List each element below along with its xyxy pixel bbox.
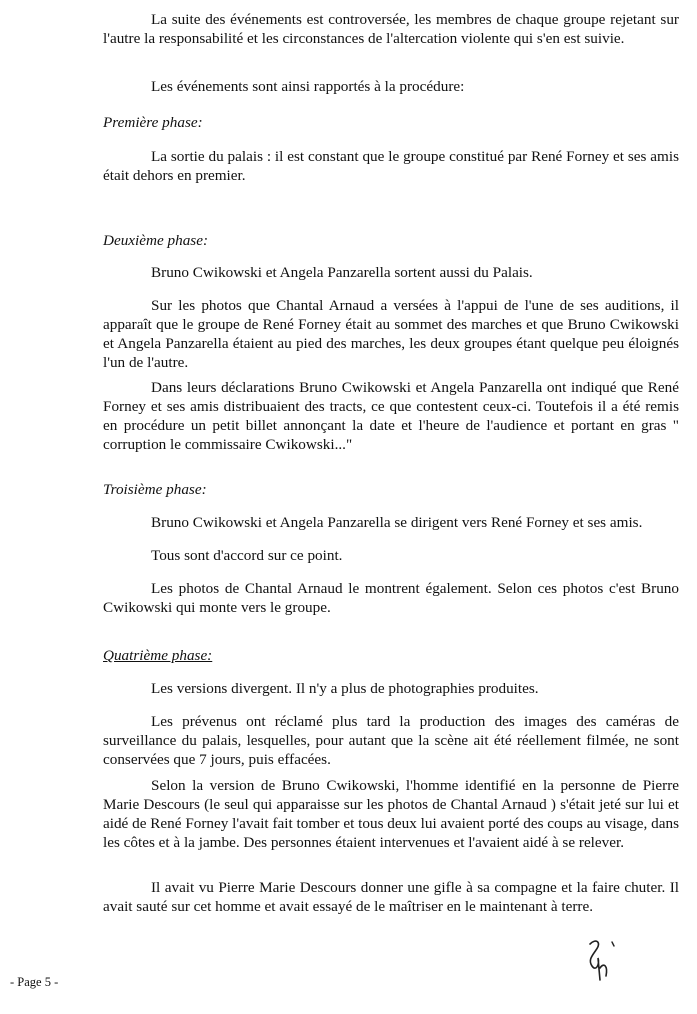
page-number: - Page 5 - bbox=[10, 975, 59, 989]
paragraph: La suite des événements est controversée, les membres de chaque groupe rejetant sur l'autre la responsabilité et les circonstances de l'altercation violente qui s'en est suivie. bbox=[103, 11, 679, 47]
initials-signature bbox=[582, 936, 622, 984]
paragraph: Selon la version de Bruno Cwikowski, l'homme identifié en la personne de Pierre Marie Descours (le seul qui apparaisse sur les photos de Chantal Arnaud ) s'était jeté sur lui et aidé de René Forney l'avait fait tomber et tous deux lui avaient porté des coups au visage, dans les côtes et à la jambe. Des personnes étaient intervenues et l'avaient aidé à se relever. bbox=[103, 777, 679, 851]
section-heading: Troisième phase: bbox=[103, 481, 207, 498]
paragraph: Dans leurs déclarations Bruno Cwikowski et Angela Panzarella ont indiqué que René Forney et ses amis distribuaient des tracts, ce que contestent ceux-ci. Toutefois il a été remis en procédure un petit billet annonçant la date et l'heure de l'audience et portant en gras " corruption le commissaire Cwikowski..." bbox=[103, 379, 679, 453]
paragraph: Il avait vu Pierre Marie Descours donner une gifle à sa compagne et la faire chuter. Il avait sauté sur cet homme et avait essayé de le maîtriser en le maintenant à terre. bbox=[103, 879, 679, 915]
section-heading: Deuxième phase: bbox=[103, 232, 208, 249]
paragraph: Les événements sont ainsi rapportés à la procédure: bbox=[151, 78, 465, 95]
paragraph: Tous sont d'accord sur ce point. bbox=[151, 547, 343, 564]
paragraph: Bruno Cwikowski et Angela Panzarella sortent aussi du Palais. bbox=[151, 264, 533, 281]
section-heading: Première phase: bbox=[103, 114, 203, 131]
section-heading: Quatrième phase: bbox=[103, 647, 213, 664]
paragraph: Bruno Cwikowski et Angela Panzarella se dirigent vers René Forney et ses amis. bbox=[151, 514, 643, 531]
paragraph: Les versions divergent. Il n'y a plus de photographies produites. bbox=[151, 680, 539, 697]
paragraph: La sortie du palais : il est constant que le groupe constitué par René Forney et ses amis était dehors en premier. bbox=[103, 148, 679, 184]
paragraph: Les prévenus ont réclamé plus tard la production des images des caméras de surveillance du palais, lesquelles, pour autant que la scène ait été réellement filmée, ne sont conservées que 7 jours, puis effacées. bbox=[103, 713, 679, 768]
paragraph: Les photos de Chantal Arnaud le montrent également. Selon ces photos c'est Bruno Cwikowski qui monte vers le groupe. bbox=[103, 580, 679, 616]
paragraph: Sur les photos que Chantal Arnaud a versées à l'appui de l'une de ses auditions, il apparaît que le groupe de René Forney était au sommet des marches et que Bruno Cwikowski et Angela Panzarella étaient au pied des marches, les deux groupes étant quelque peu éloignés l'un de l'autre. bbox=[103, 297, 679, 371]
